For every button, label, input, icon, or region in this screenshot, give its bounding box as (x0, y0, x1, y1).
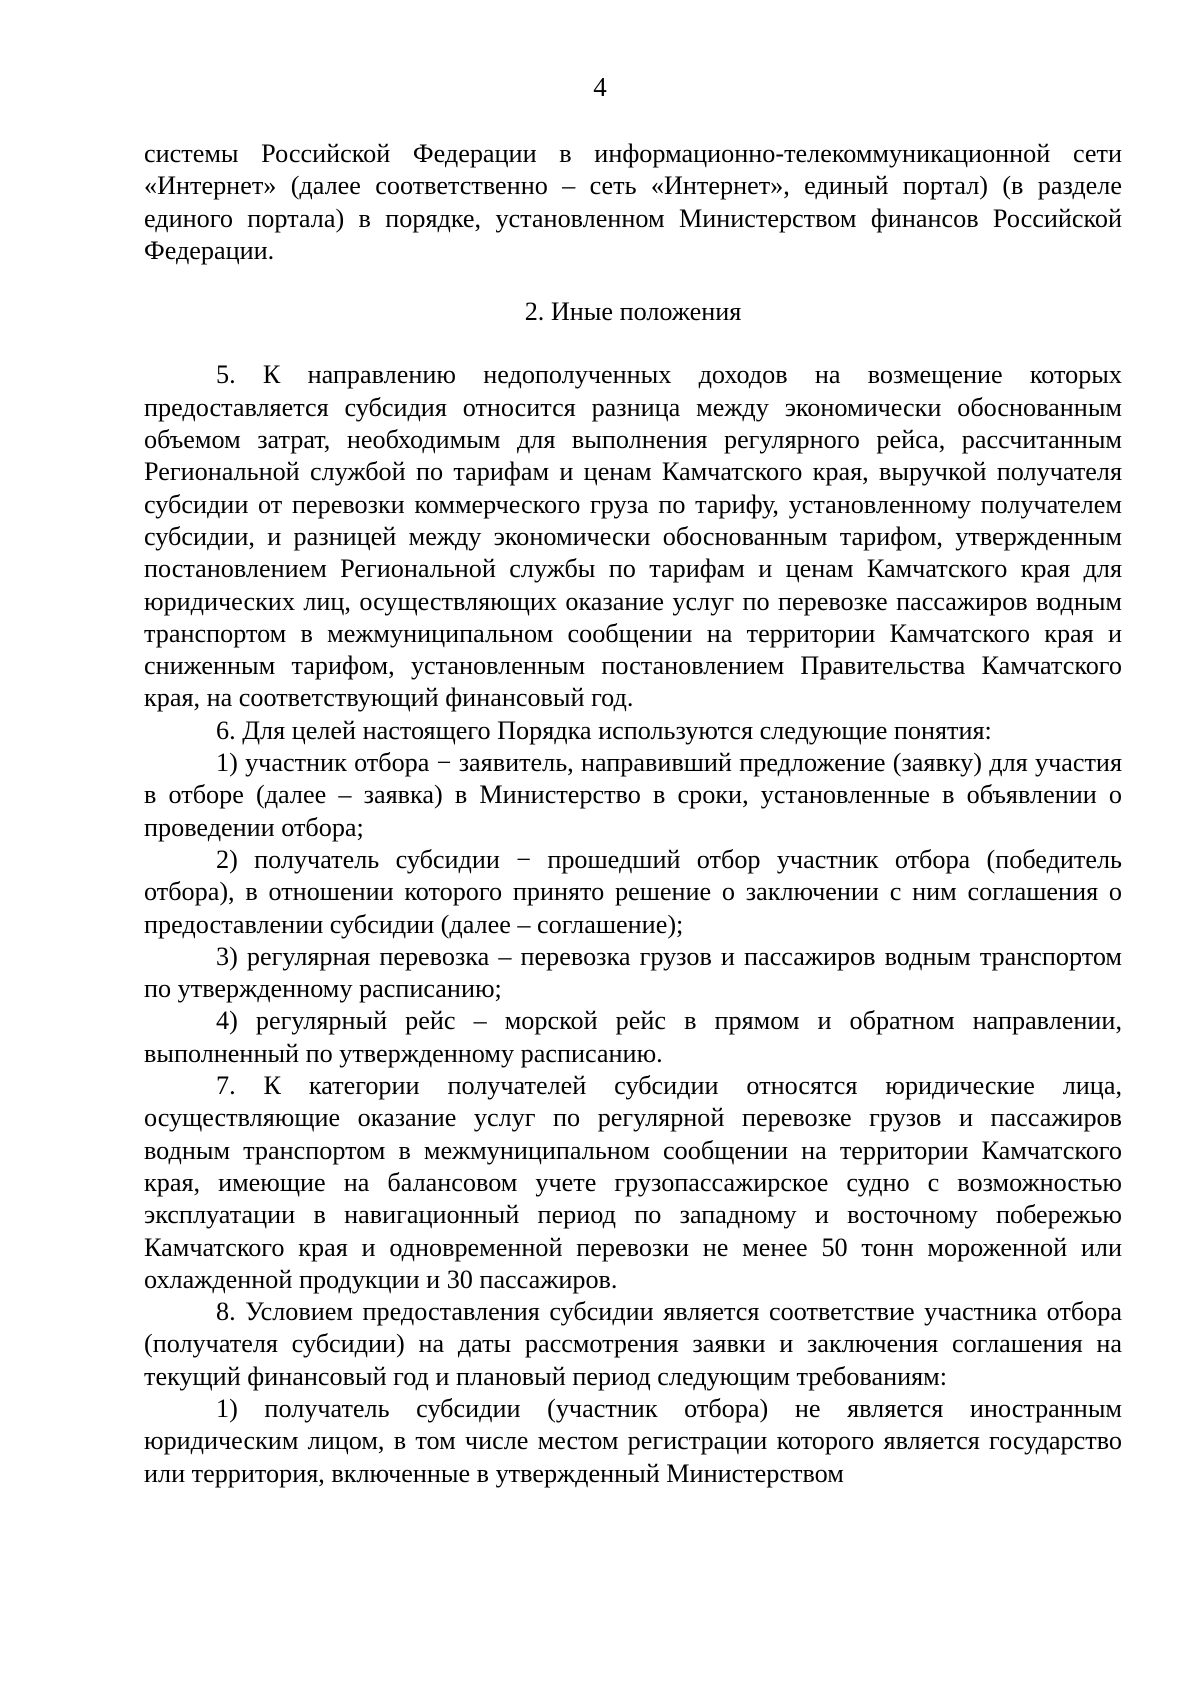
paragraph-7: 7. К категории получателей субсидии относятся юридические лица, осуществляющие оказание услуг по регулярной перевозке грузов и пассажиров водным транспортом в межмуниципальном сообщении на территории Камчатского края, имеющие на балансовом учете грузопассажирское судно с возможностью эксплуатации в навигационный период по западному и восточному побережью Камчатского края и одновременной перевозки не менее 50 тонн мороженной или охлажденной продукции и 30 пассажиров. (144, 1071, 1122, 1294)
paragraph-6-item-1: 1) участник отбора − заявитель, направивший предложение (заявку) для участия в отборе (далее – заявка) в Министерство в сроки, установленные в объявлении о проведении отбора; (144, 748, 1122, 842)
paragraph-6-item-3: 3) регулярная перевозка – перевозка грузов и пассажиров водным транспортом по утвержденному расписанию; (144, 941, 1122, 1004)
paragraph-5: 5. К направлению недополученных доходов на возмещение которых предоставляется субсидия относится разница между экономически обоснованным объемом затрат, необходимым для выполнения регулярного рейса, рассчитанным Региональной службой по тарифам и ценам Камчатского края, выручкой получателя субсидии от перевозки коммерческого груза по тарифу, установленному получателем субсидии, и разницей между экономически обоснованным тарифом, утвержденным постановлением Региональной службы по тарифам и ценам Камчатского края для юридических лиц, осуществляющих оказание услуг по перевозке пассажиров водным транспортом в межмуниципальном сообщении на территории Камчатского края и сниженным тарифом, установленным постановлением Правительства Камчатского края, на соответствующий финансовый год. (144, 360, 1122, 713)
intro-paragraph: системы Российской Федерации в информационно-телекоммуникационной сети «Интернет» (далее соответственно – сеть «Интернет», единый портал) (в разделе единого портала) в порядке, установленном Министерством финансов Российской Федерации. (144, 139, 1122, 265)
page-number: 4 (593, 72, 607, 102)
spacer (144, 328, 1122, 359)
document-body (144, 138, 1122, 1490)
section-heading: 2. Иные положения (524, 297, 742, 327)
paragraph-8: 8. Условием предоставления субсидии является соответствие участника отбора (получателя субсидии) на даты рассмотрения заявки и заключения соглашения на текущий финансовый год и плановый период следующим требованиям: (144, 1297, 1122, 1391)
paragraph-6-item-2: 2) получатель субсидии − прошедший отбор участник отбора (победитель отбора), в отношении которого принято решение о заключении с ним соглашения о предоставлении субсидии (далее – соглашение); (144, 844, 1122, 939)
paragraph-6: 6. Для целей настоящего Порядка используются следующие понятия: (216, 715, 992, 745)
spacer (144, 267, 1122, 296)
paragraph-6-item-4: 4) регулярный рейс – морской рейс в прямом и обратном направлении, выполненный по утвержденному расписанию. (144, 1006, 1122, 1068)
paragraph-8-item-1: 1) получатель субсидии (участник отбора) не является иностранным юридическим лицом, в том числе местом регистрации которого является государство или территория, включенные в утвержденный Министерством (144, 1393, 1122, 1488)
